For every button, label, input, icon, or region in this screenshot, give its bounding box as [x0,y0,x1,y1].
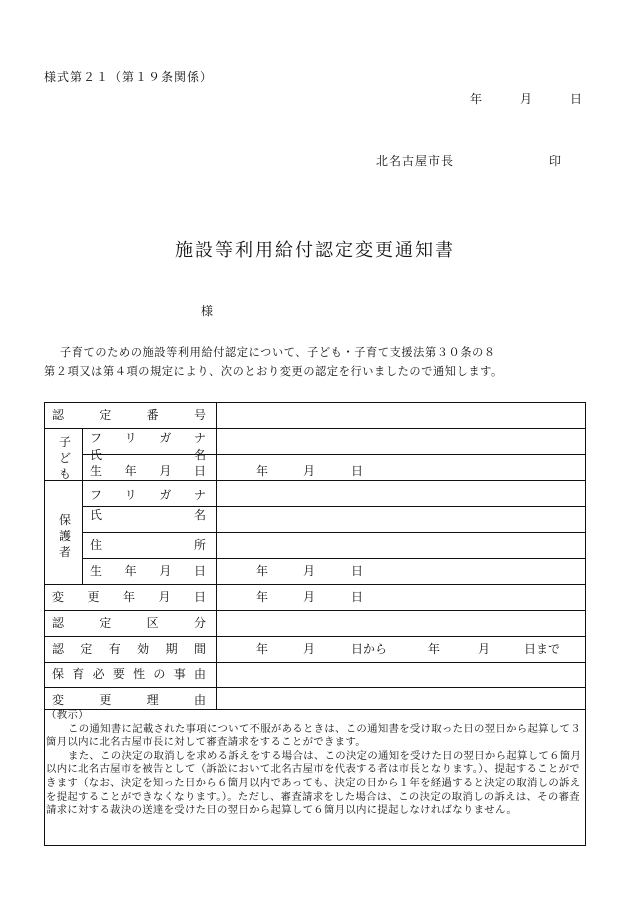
validity-label-char: 認 [52,642,65,656]
validity-month: 月 [303,642,316,656]
change-date-label-char: 変 [52,590,65,604]
child-birthdate-label-char: 月 [159,464,172,478]
issue-date-month: 月 [520,92,533,106]
guardian-group-label-char: 護 [58,529,71,543]
issue-date-year: 年 [470,92,483,106]
issuer-name: 北名古屋市長 [376,154,455,168]
table-rule-vertical [216,402,217,709]
table-rule-horizontal [44,480,586,481]
table-rule-horizontal [44,402,586,403]
guardian-address-label [90,538,206,552]
change-date-value-month: 月 [303,590,316,604]
certification-table [44,402,586,845]
guardian-birthdate-label-char: 月 [159,564,172,578]
cert-category-label-chars [52,616,206,630]
need-reason-label-char: 由 [193,667,206,681]
validity-year: 年 [256,642,269,656]
cert-number-label-char: 定 [99,408,112,422]
guardian-birthdate-label [90,564,206,578]
child-birthdate-value-month: 月 [303,464,316,478]
cert-category-label [52,616,206,630]
table-rule-horizontal [44,845,586,846]
change-date-label-char: 日 [193,590,206,604]
child-group-label-char: も [58,467,71,481]
table-rule-vertical [585,402,586,845]
child-name-label-char: 氏 [90,448,103,462]
validity-year2: 年 [428,642,441,656]
table-rule-horizontal [82,532,586,533]
change-reason-label-char: 由 [193,693,206,707]
form-number: 様式第２１（第１９条関係） [44,70,214,84]
table-rule-horizontal [82,506,586,507]
table-rule-horizontal [44,687,586,688]
cert-category-label-char: 定 [99,616,112,630]
guardian-name-label-char: 氏 [90,508,103,522]
child-name-label-char: 名 [193,448,206,462]
change-date-label [52,590,206,604]
need-reason-label-chars [52,667,206,681]
document-title: 施設等利用給付認定変更通知書 [175,240,455,261]
table-rule-horizontal [82,558,586,559]
child-birthdate-label-char: 年 [124,464,137,478]
child-birthdate-label-char: 生 [90,464,103,478]
child-name-label-chars [90,448,206,462]
validity-until: 日まで [524,642,561,656]
child-furigana-label-char: フ [90,431,103,445]
notice-heading: （教示） [46,709,89,721]
change-reason-label-char: 理 [146,693,159,707]
cert-number-label-char: 号 [193,408,206,422]
guardian-furigana-label-char: リ [124,488,137,502]
intro-text [44,343,589,381]
child-furigana-label-char: ナ [193,431,206,445]
cert-number-label-chars [52,408,206,422]
need-reason-label-char: 育 [72,667,85,681]
child-birthdate-label [90,464,206,478]
table-rule-horizontal [44,662,586,663]
need-reason-label-char: 性 [133,667,146,681]
guardian-furigana-label-char: ナ [193,488,206,502]
seal-mark: 印 [549,154,562,168]
need-reason-label-char: 事 [173,667,186,681]
change-date-value-year: 年 [256,590,269,604]
child-furigana-label-char: リ [124,431,137,445]
validity-label-chars [52,642,206,656]
guardian-name-label-char: 名 [193,508,206,522]
validity-label-char: 期 [165,642,178,656]
need-reason-label-char: 要 [112,667,125,681]
guardian-group-label [58,512,72,560]
cert-category-label-char: 区 [146,616,159,630]
child-birthdate-label-char: 日 [193,464,206,478]
guardian-furigana-label-char: ガ [159,488,172,502]
table-rule-horizontal [44,636,586,637]
child-name-label [90,448,206,462]
child-furigana-label-chars [90,431,206,445]
change-reason-label-char: 変 [52,693,65,707]
guardian-birthdate-label-char: 年 [124,564,137,578]
need-reason-label [52,667,206,681]
notice-paragraph-1: この通知書に記載された事項について不服があるときは、この通知書を受け取った日の翌日から起算して３箇月以内に北名古屋市長に対して審査請求をすることができます。 [46,722,581,749]
need-reason-label-char: 保 [52,667,65,681]
table-rule-horizontal [44,428,586,429]
change-reason-label-chars [52,693,206,707]
guardian-furigana-label [90,488,206,502]
child-group-label [58,434,72,482]
change-date-label-char: 月 [158,590,171,604]
change-reason-label-char: 更 [99,693,112,707]
table-rule-vertical [82,428,83,584]
intro-line-2: 第２項又は第４項の規定により、次のとおり変更の認定を行いましたので通知します。 [44,365,503,378]
issue-date-day: 日 [570,92,583,106]
change-reason-label [52,693,206,707]
child-group-label-char: ど [58,451,71,465]
validity-label-char: 定 [80,642,93,656]
guardian-address-label-chars [90,538,206,552]
validity-label-char: 効 [137,642,150,656]
addressee-suffix: 様 [201,304,214,318]
guardian-name-label [90,508,206,522]
change-date-label-char: 更 [87,590,100,604]
child-group-label-char: 子 [58,435,71,449]
validity-month2: 月 [478,642,491,656]
guardian-address-label-char: 住 [90,538,103,552]
table-rule-vertical [44,402,45,845]
table-rule-horizontal [44,584,586,585]
validity-label-char: 有 [108,642,121,656]
child-birthdate-value-day: 日 [351,464,364,478]
guardian-birthdate-label-char: 生 [90,564,103,578]
validity-from: 日から [351,642,388,656]
cert-number-label-char: 番 [146,408,159,422]
cert-number-label-char: 認 [52,408,65,422]
guardian-birthdate-label-chars [90,564,206,578]
guardian-group-label-char: 保 [58,513,71,527]
need-reason-label-char: の [153,667,166,681]
cert-number-label [52,408,206,422]
change-date-label-chars [52,590,206,604]
guardian-furigana-label-char: フ [90,488,103,502]
guardian-birthdate-label-char: 日 [193,564,206,578]
need-reason-label-char: 必 [92,667,105,681]
guardian-name-label-chars [90,508,206,522]
cert-category-label-char: 分 [193,616,206,630]
cert-category-label-char: 認 [52,616,65,630]
issue-date [470,90,582,107]
intro-line-1: 子育てのための施設等利用給付認定について、子ども・子育て支援法第３０条の８ [60,346,496,359]
change-date-value-day: 日 [351,590,364,604]
validity-label-char: 間 [193,642,206,656]
validity-label [52,642,206,656]
notice-paragraph-2: また、この決定の取消しを求める訴えをする場合は、この決定の通知を受けた日の翌日から起算して６箇月以内に北名古屋市を被告として（訴訟において北名古屋市を代表する者は市長となります。）、提起することができます（なお、決定を知った日から６箇月以内であっても、決定の日から１年を経過すると決定の取消しの訴えを提起することができなくなります。）。ただし、審査請求をした場合は、この決定の取消しの訴えは、その審査請求に対する裁決の送達を受けた日の翌日から起算して６箇月以内に提起しなければなりません。 [46,749,582,817]
child-furigana-label-char: ガ [159,431,172,445]
guardian-address-label-char: 所 [193,538,206,552]
child-birthdate-label-chars [90,464,206,478]
change-date-label-char: 年 [122,590,135,604]
notice-text [46,709,584,818]
guardian-birthdate-value-month: 月 [303,564,316,578]
child-birthdate-value-year: 年 [256,464,269,478]
guardian-group-label-char: 者 [58,545,71,559]
child-furigana-label [90,431,206,445]
guardian-furigana-label-chars [90,488,206,502]
guardian-birthdate-value-year: 年 [256,564,269,578]
guardian-birthdate-value-day: 日 [351,564,364,578]
table-rule-horizontal [44,610,586,611]
